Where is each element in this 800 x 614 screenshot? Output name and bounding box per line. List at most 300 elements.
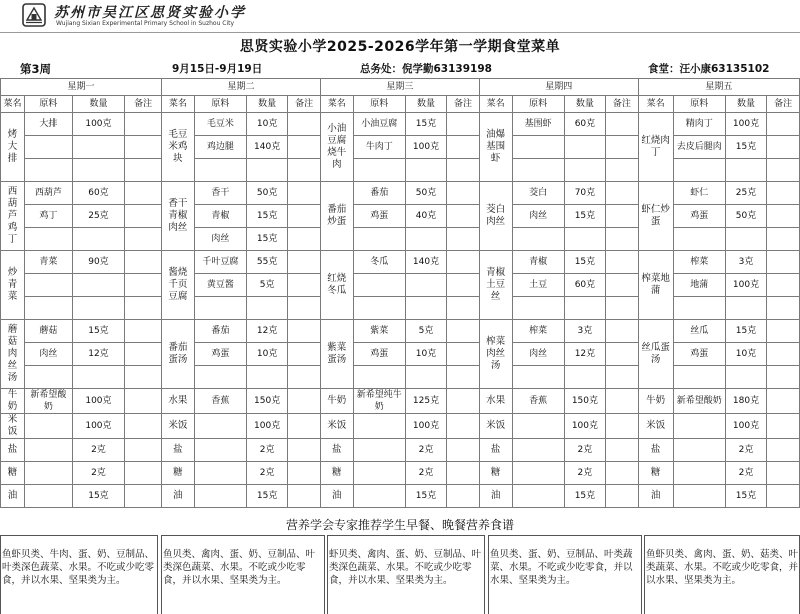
ingredient-cell: 新希望酸奶 bbox=[673, 389, 725, 414]
quantity-cell bbox=[564, 136, 605, 159]
dish-name: 小油豆腐烧牛肉 bbox=[320, 113, 353, 182]
note-cell bbox=[125, 251, 162, 274]
dish-name: 番茄炒蛋 bbox=[320, 182, 353, 251]
ingredient-cell bbox=[353, 228, 405, 251]
quantity-cell bbox=[725, 366, 766, 389]
note-cell bbox=[447, 343, 480, 366]
note-cell bbox=[288, 485, 321, 508]
quantity-cell: 3克 bbox=[564, 320, 605, 343]
dish-name: 炒青菜 bbox=[1, 251, 25, 320]
ingredient-cell bbox=[24, 297, 72, 320]
dish-name: 米饭 bbox=[162, 414, 195, 439]
ingredient-cell: 土豆 bbox=[512, 274, 564, 297]
quantity-cell bbox=[72, 228, 124, 251]
quantity-cell: 90克 bbox=[72, 251, 124, 274]
quantity-cell: 2克 bbox=[564, 462, 605, 485]
note-cell bbox=[767, 389, 800, 414]
ingredient-cell: 番茄 bbox=[194, 320, 246, 343]
quantity-cell: 15克 bbox=[564, 251, 605, 274]
quantity-cell: 5克 bbox=[405, 320, 446, 343]
note-cell bbox=[288, 159, 321, 182]
dish-name: 红烧冬瓜 bbox=[320, 251, 353, 320]
quantity-cell: 50克 bbox=[405, 182, 446, 205]
dish-name: 米饭 bbox=[479, 414, 512, 439]
dish-name: 青椒土豆丝 bbox=[479, 251, 512, 320]
ingredient-cell: 紫菜 bbox=[353, 320, 405, 343]
dish-name: 糖 bbox=[479, 462, 512, 485]
col-header-dish: 菜名 bbox=[320, 96, 353, 113]
ingredient-cell bbox=[353, 274, 405, 297]
quantity-cell: 12克 bbox=[246, 320, 287, 343]
sheet-top-border bbox=[0, 32, 800, 33]
ingredient-cell: 香蕉 bbox=[194, 389, 246, 414]
note-cell bbox=[288, 136, 321, 159]
ingredient-cell bbox=[673, 439, 725, 462]
quantity-cell bbox=[564, 366, 605, 389]
note-cell bbox=[288, 389, 321, 414]
ingredient-cell bbox=[512, 297, 564, 320]
ingredient-cell: 肉丝 bbox=[194, 228, 246, 251]
note-cell bbox=[125, 439, 162, 462]
note-cell bbox=[447, 297, 480, 320]
quantity-cell: 50克 bbox=[246, 182, 287, 205]
quantity-cell: 15克 bbox=[725, 320, 766, 343]
note-cell bbox=[606, 205, 639, 228]
general-affairs-contact: 总务处：倪学勤63139198 bbox=[360, 63, 492, 75]
dish-name: 红烧肉丁 bbox=[638, 113, 673, 182]
note-cell bbox=[767, 251, 800, 274]
note-cell bbox=[125, 136, 162, 159]
note-cell bbox=[447, 205, 480, 228]
ingredient-cell: 精肉丁 bbox=[673, 113, 725, 136]
note-cell bbox=[125, 228, 162, 251]
note-cell bbox=[767, 439, 800, 462]
quantity-cell bbox=[72, 297, 124, 320]
quantity-cell: 180克 bbox=[725, 389, 766, 414]
quantity-cell: 100克 bbox=[246, 414, 287, 439]
quantity-cell: 15克 bbox=[564, 485, 605, 508]
menu-table bbox=[0, 78, 800, 508]
quantity-cell bbox=[405, 366, 446, 389]
quantity-cell: 10克 bbox=[725, 343, 766, 366]
col-header-qty: 数量 bbox=[405, 96, 446, 113]
ingredient-cell: 西葫芦 bbox=[24, 182, 72, 205]
ingredient-cell: 鸡边腿 bbox=[194, 136, 246, 159]
quantity-cell: 60克 bbox=[72, 182, 124, 205]
school-logo-bar bbox=[0, 0, 800, 32]
note-cell bbox=[125, 366, 162, 389]
quantity-cell: 60克 bbox=[564, 274, 605, 297]
quantity-cell bbox=[725, 228, 766, 251]
note-cell bbox=[767, 297, 800, 320]
ingredient-cell: 虾仁 bbox=[673, 182, 725, 205]
quantity-cell bbox=[564, 159, 605, 182]
dish-name: 糖 bbox=[1, 462, 25, 485]
dish-name: 米饭 bbox=[1, 414, 25, 439]
ingredient-cell bbox=[673, 366, 725, 389]
dish-name: 油爆基围虾 bbox=[479, 113, 512, 182]
ingredient-cell: 蘑菇 bbox=[24, 320, 72, 343]
ingredient-cell bbox=[512, 414, 564, 439]
note-cell bbox=[767, 205, 800, 228]
note-cell bbox=[288, 297, 321, 320]
quantity-cell: 100克 bbox=[72, 414, 124, 439]
ingredient-cell bbox=[24, 439, 72, 462]
quantity-cell: 15克 bbox=[405, 113, 446, 136]
dish-name: 盐 bbox=[1, 439, 25, 462]
col-header-ingredient: 原料 bbox=[24, 96, 72, 113]
quantity-cell: 15克 bbox=[725, 485, 766, 508]
note-cell bbox=[288, 439, 321, 462]
quantity-cell bbox=[405, 297, 446, 320]
ingredient-cell bbox=[194, 414, 246, 439]
ingredient-cell: 冬瓜 bbox=[353, 251, 405, 274]
dish-name: 番茄蛋汤 bbox=[162, 320, 195, 389]
ingredient-cell bbox=[512, 366, 564, 389]
dish-name: 油 bbox=[479, 485, 512, 508]
ingredient-cell: 千叶豆腐 bbox=[194, 251, 246, 274]
dish-name: 西葫芦鸡丁 bbox=[1, 182, 25, 251]
ingredient-cell bbox=[512, 136, 564, 159]
dish-name: 牛奶 bbox=[1, 389, 25, 414]
quantity-cell: 15克 bbox=[246, 485, 287, 508]
ingredient-cell: 香蕉 bbox=[512, 389, 564, 414]
quantity-cell: 15克 bbox=[405, 485, 446, 508]
dish-name: 油 bbox=[320, 485, 353, 508]
note-cell bbox=[288, 274, 321, 297]
note-cell bbox=[447, 274, 480, 297]
quantity-cell: 100克 bbox=[725, 414, 766, 439]
quantity-cell: 10克 bbox=[405, 343, 446, 366]
ingredient-cell: 地蒲 bbox=[673, 274, 725, 297]
col-header-ingredient: 原料 bbox=[353, 96, 405, 113]
quantity-cell bbox=[72, 136, 124, 159]
quantity-cell: 70克 bbox=[564, 182, 605, 205]
ingredient-cell: 肉丝 bbox=[512, 343, 564, 366]
ingredient-cell bbox=[194, 297, 246, 320]
ingredient-cell bbox=[24, 274, 72, 297]
dish-name: 蘑菇肉丝汤 bbox=[1, 320, 25, 389]
dish-name: 香干青椒肉丝 bbox=[162, 182, 195, 251]
recommendation-text: 鱼贝类、禽肉、蛋、奶、豆制品、叶类深色蔬菜、水果。不吃或少吃零食，并以水果、坚果类为主。 bbox=[161, 535, 325, 614]
note-cell bbox=[125, 297, 162, 320]
col-header-note: 备注 bbox=[767, 96, 800, 113]
note-cell bbox=[606, 414, 639, 439]
col-header-qty: 数量 bbox=[725, 96, 766, 113]
dish-name: 毛豆米鸡块 bbox=[162, 113, 195, 182]
note-cell bbox=[125, 485, 162, 508]
ingredient-cell bbox=[673, 485, 725, 508]
dish-name: 烤大排 bbox=[1, 113, 25, 182]
ingredient-cell: 肉丝 bbox=[24, 343, 72, 366]
quantity-cell bbox=[564, 228, 605, 251]
note-cell bbox=[606, 439, 639, 462]
quantity-cell: 2克 bbox=[564, 439, 605, 462]
dish-name: 丝瓜蛋汤 bbox=[638, 320, 673, 389]
day-header: 星期四 bbox=[479, 79, 638, 96]
ingredient-cell: 榨菜 bbox=[512, 320, 564, 343]
dish-name: 榨菜地蒲 bbox=[638, 251, 673, 320]
note-cell bbox=[288, 462, 321, 485]
col-header-note: 备注 bbox=[288, 96, 321, 113]
note-cell bbox=[606, 113, 639, 136]
note-cell bbox=[125, 113, 162, 136]
dish-name: 油 bbox=[1, 485, 25, 508]
quantity-cell: 2克 bbox=[725, 439, 766, 462]
note-cell bbox=[288, 414, 321, 439]
quantity-cell: 100克 bbox=[72, 389, 124, 414]
note-cell bbox=[125, 414, 162, 439]
recommendation-title: 营养学会专家推荐学生早餐、晚餐营养食谱 bbox=[285, 518, 514, 532]
ingredient-cell bbox=[673, 297, 725, 320]
quantity-cell: 2克 bbox=[246, 462, 287, 485]
ingredient-cell: 鸡蛋 bbox=[353, 343, 405, 366]
ingredient-cell: 青椒 bbox=[194, 205, 246, 228]
quantity-cell: 15克 bbox=[564, 205, 605, 228]
note-cell bbox=[767, 343, 800, 366]
note-cell bbox=[606, 251, 639, 274]
quantity-cell: 140克 bbox=[246, 136, 287, 159]
note-cell bbox=[606, 159, 639, 182]
ingredient-cell: 新希望酸奶 bbox=[24, 389, 72, 414]
note-cell bbox=[288, 182, 321, 205]
quantity-cell: 2克 bbox=[405, 462, 446, 485]
ingredient-cell bbox=[353, 462, 405, 485]
quantity-cell: 3克 bbox=[725, 251, 766, 274]
quantity-cell: 50克 bbox=[725, 205, 766, 228]
ingredient-cell: 香干 bbox=[194, 182, 246, 205]
ingredient-cell: 鸡蛋 bbox=[353, 205, 405, 228]
ingredient-cell bbox=[24, 462, 72, 485]
note-cell bbox=[606, 366, 639, 389]
ingredient-cell: 青椒 bbox=[512, 251, 564, 274]
quantity-cell: 15克 bbox=[725, 136, 766, 159]
ingredient-cell: 大排 bbox=[24, 113, 72, 136]
col-header-dish: 菜名 bbox=[638, 96, 673, 113]
note-cell bbox=[447, 389, 480, 414]
dish-name: 酱烧千页豆腐 bbox=[162, 251, 195, 320]
note-cell bbox=[767, 414, 800, 439]
note-cell bbox=[447, 320, 480, 343]
ingredient-cell: 鸡丁 bbox=[24, 205, 72, 228]
dish-name: 盐 bbox=[479, 439, 512, 462]
quantity-cell bbox=[725, 159, 766, 182]
quantity-cell: 125克 bbox=[405, 389, 446, 414]
col-header-note: 备注 bbox=[606, 96, 639, 113]
note-cell bbox=[125, 274, 162, 297]
quantity-cell: 2克 bbox=[246, 439, 287, 462]
quantity-cell: 150克 bbox=[246, 389, 287, 414]
school-emblem-icon bbox=[22, 3, 46, 27]
ingredient-cell bbox=[194, 366, 246, 389]
ingredient-cell bbox=[512, 159, 564, 182]
dish-name: 糖 bbox=[320, 462, 353, 485]
note-cell bbox=[288, 366, 321, 389]
quantity-cell bbox=[405, 274, 446, 297]
note-cell bbox=[606, 182, 639, 205]
note-cell bbox=[767, 159, 800, 182]
quantity-cell bbox=[72, 274, 124, 297]
quantity-cell: 100克 bbox=[405, 414, 446, 439]
quantity-cell bbox=[246, 297, 287, 320]
ingredient-cell: 鸡蛋 bbox=[673, 205, 725, 228]
ingredient-cell bbox=[24, 228, 72, 251]
ingredient-cell bbox=[24, 159, 72, 182]
note-cell bbox=[767, 462, 800, 485]
note-cell bbox=[767, 485, 800, 508]
ingredient-cell bbox=[673, 462, 725, 485]
ingredient-cell bbox=[512, 485, 564, 508]
ingredient-cell bbox=[194, 439, 246, 462]
ingredient-cell bbox=[194, 485, 246, 508]
quantity-cell: 15克 bbox=[72, 485, 124, 508]
note-cell bbox=[447, 366, 480, 389]
ingredient-cell: 青菜 bbox=[24, 251, 72, 274]
quantity-cell: 140克 bbox=[405, 251, 446, 274]
col-header-ingredient: 原料 bbox=[512, 96, 564, 113]
note-cell bbox=[606, 274, 639, 297]
note-cell bbox=[606, 462, 639, 485]
quantity-cell: 12克 bbox=[564, 343, 605, 366]
ingredient-cell bbox=[353, 414, 405, 439]
note-cell bbox=[606, 136, 639, 159]
quantity-cell: 2克 bbox=[72, 439, 124, 462]
note-cell bbox=[447, 159, 480, 182]
note-cell bbox=[288, 205, 321, 228]
quantity-cell: 100克 bbox=[725, 274, 766, 297]
date-range: 9月15日-9月19日 bbox=[172, 63, 263, 75]
note-cell bbox=[288, 251, 321, 274]
ingredient-cell: 肉丝 bbox=[512, 205, 564, 228]
dish-name: 榨菜肉丝汤 bbox=[479, 320, 512, 389]
dish-name: 紫菜蛋汤 bbox=[320, 320, 353, 389]
quantity-cell: 100克 bbox=[405, 136, 446, 159]
quantity-cell bbox=[72, 366, 124, 389]
col-header-ingredient: 原料 bbox=[673, 96, 725, 113]
note-cell bbox=[447, 136, 480, 159]
dish-name: 糖 bbox=[638, 462, 673, 485]
note-cell bbox=[767, 366, 800, 389]
week-label: 第3周 bbox=[20, 62, 52, 76]
dish-name: 米饭 bbox=[638, 414, 673, 439]
quantity-cell bbox=[72, 159, 124, 182]
ingredient-cell bbox=[24, 485, 72, 508]
quantity-cell: 25克 bbox=[725, 182, 766, 205]
dish-name: 盐 bbox=[638, 439, 673, 462]
ingredient-cell bbox=[24, 136, 72, 159]
quantity-cell: 2克 bbox=[405, 439, 446, 462]
note-cell bbox=[125, 182, 162, 205]
col-header-dish: 菜名 bbox=[1, 96, 25, 113]
note-cell bbox=[447, 462, 480, 485]
col-header-note: 备注 bbox=[447, 96, 480, 113]
dish-name: 茭白肉丝 bbox=[479, 182, 512, 251]
ingredient-cell bbox=[353, 159, 405, 182]
note-cell bbox=[767, 274, 800, 297]
note-cell bbox=[606, 343, 639, 366]
col-header-dish: 菜名 bbox=[479, 96, 512, 113]
note-cell bbox=[767, 113, 800, 136]
note-cell bbox=[767, 182, 800, 205]
note-cell bbox=[125, 205, 162, 228]
note-cell bbox=[288, 228, 321, 251]
quantity-cell: 10克 bbox=[246, 113, 287, 136]
note-cell bbox=[125, 159, 162, 182]
quantity-cell: 15克 bbox=[246, 228, 287, 251]
school-name-en: Wujiang Sixian Experimental Primary School in Suzhou City bbox=[56, 20, 235, 27]
note-cell bbox=[606, 485, 639, 508]
quantity-cell: 15克 bbox=[72, 320, 124, 343]
dish-name: 盐 bbox=[162, 439, 195, 462]
ingredient-cell bbox=[512, 462, 564, 485]
note-cell bbox=[606, 320, 639, 343]
note-cell bbox=[288, 343, 321, 366]
recommendation-text: 鱼虾贝类、牛肉、蛋、奶、豆制品、叶类深色蔬菜、水果。不吃或少吃零食，并以水果、坚果类为主。 bbox=[0, 535, 158, 614]
note-cell bbox=[447, 439, 480, 462]
quantity-cell bbox=[725, 297, 766, 320]
note-cell bbox=[447, 113, 480, 136]
col-header-note: 备注 bbox=[125, 96, 162, 113]
quantity-cell: 2克 bbox=[72, 462, 124, 485]
note-cell bbox=[606, 228, 639, 251]
ingredient-cell: 小油豆腐 bbox=[353, 113, 405, 136]
quantity-cell bbox=[246, 159, 287, 182]
quantity-cell: 25克 bbox=[72, 205, 124, 228]
ingredient-cell bbox=[353, 485, 405, 508]
dish-name: 米饭 bbox=[320, 414, 353, 439]
note-cell bbox=[447, 251, 480, 274]
dish-name: 牛奶 bbox=[320, 389, 353, 414]
dish-name: 油 bbox=[162, 485, 195, 508]
dish-name: 虾仁炒蛋 bbox=[638, 182, 673, 251]
ingredient-cell bbox=[512, 228, 564, 251]
day-header: 星期五 bbox=[638, 79, 799, 96]
ingredient-cell: 茭白 bbox=[512, 182, 564, 205]
ingredient-cell: 鸡蛋 bbox=[673, 343, 725, 366]
note-cell bbox=[447, 414, 480, 439]
note-cell bbox=[125, 343, 162, 366]
page-title: 思贤实验小学2025-2026学年第一学期食堂菜单 bbox=[239, 39, 561, 55]
quantity-cell: 15克 bbox=[246, 205, 287, 228]
quantity-cell: 100克 bbox=[72, 113, 124, 136]
dish-name: 糖 bbox=[162, 462, 195, 485]
col-header-qty: 数量 bbox=[564, 96, 605, 113]
quantity-cell: 55克 bbox=[246, 251, 287, 274]
quantity-cell: 100克 bbox=[725, 113, 766, 136]
ingredient-cell bbox=[673, 228, 725, 251]
ingredient-cell bbox=[353, 366, 405, 389]
day-header: 星期三 bbox=[320, 79, 479, 96]
recommendation-text: 鱼虾贝类、禽肉、蛋、奶、菇类、叶类蔬菜、水果。不吃或少吃零食，并以水果、坚果类为主。 bbox=[644, 535, 800, 614]
dish-name: 牛奶 bbox=[638, 389, 673, 414]
note-cell bbox=[288, 320, 321, 343]
ingredient-cell bbox=[512, 439, 564, 462]
note-cell bbox=[767, 228, 800, 251]
quantity-cell: 10克 bbox=[246, 343, 287, 366]
ingredient-cell: 黄豆酱 bbox=[194, 274, 246, 297]
note-cell bbox=[125, 320, 162, 343]
quantity-cell bbox=[405, 228, 446, 251]
note-cell bbox=[767, 320, 800, 343]
quantity-cell: 5克 bbox=[246, 274, 287, 297]
dish-name: 油 bbox=[638, 485, 673, 508]
quantity-cell: 100克 bbox=[564, 414, 605, 439]
note-cell bbox=[125, 389, 162, 414]
ingredient-cell bbox=[194, 462, 246, 485]
ingredient-cell: 去皮后腿肉 bbox=[673, 136, 725, 159]
quantity-cell bbox=[405, 159, 446, 182]
ingredient-cell bbox=[353, 297, 405, 320]
